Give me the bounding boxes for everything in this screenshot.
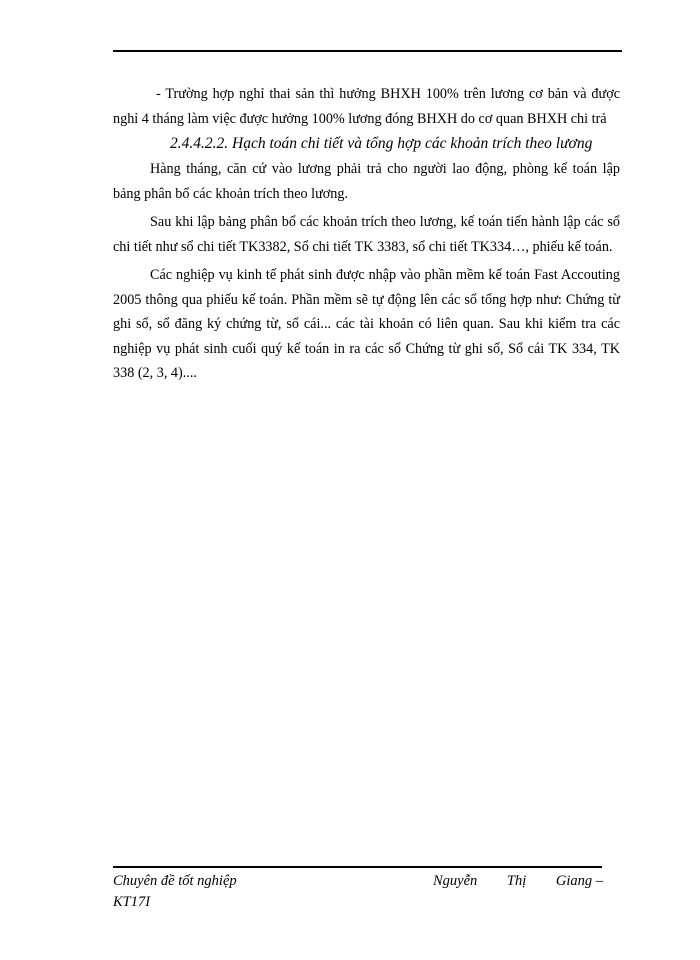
document-body <box>113 82 620 386</box>
footer-class-code: KT17I <box>113 894 151 910</box>
footer-author <box>433 871 603 892</box>
page-footer <box>113 871 603 913</box>
paragraph-monthly-allocation: Hàng tháng, căn cứ vào lương phải trả cho người lao động, phòng kế toán lập bảng phân bổ các khoản trích theo lương. <box>113 161 620 202</box>
paragraph-maternity-leave: - Trường hợp nghỉ thai sản thì hưởng BHXH 100% trên lương cơ bản và được nghỉ 4 tháng làm việc được hưởng 100% lương đóng BHXH do cơ quan BHXH chi trả <box>113 86 620 127</box>
author-first-name: Nguyễn <box>433 873 478 889</box>
paragraph-detail-ledgers: Sau khi lập bảng phân bổ các khoản trích theo lương, kế toán tiến hành lập các sổ chi tiết như sổ chi tiết TK3382, Sổ chi tiết TK 3383, sổ chi tiết TK334…, phiếu kế toán. <box>113 214 620 255</box>
footer-rule <box>113 866 602 868</box>
section-heading: 2.4.4.2.2. Hạch toán chi tiết và tổng hợp các khoản trích theo lương <box>170 135 593 152</box>
header-rule <box>113 50 622 52</box>
footer-label: Chuyên đề tốt nghiệp <box>113 873 237 889</box>
author-middle-name: Thị <box>506 873 527 889</box>
footer-row <box>113 871 603 892</box>
author-last-name: Giang – <box>555 873 603 889</box>
paragraph-software-entry: Các nghiệp vụ kinh tế phát sinh được nhập vào phần mềm kế toán Fast Accouting 2005 thông qua phiếu kế toán. Phần mềm sẽ tự động lên các sổ tổng hợp như: Chứng từ ghi sổ, sổ đăng ký chứng từ, sổ cái... các tài khoản có liên quan. Sau khi kiểm tra các nghiệp vụ phát sinh cuối quý kế toán in ra các sổ Chứng từ ghi sổ, Sổ cái TK 334, TK 338 (2, 3, 4).... <box>113 267 620 381</box>
